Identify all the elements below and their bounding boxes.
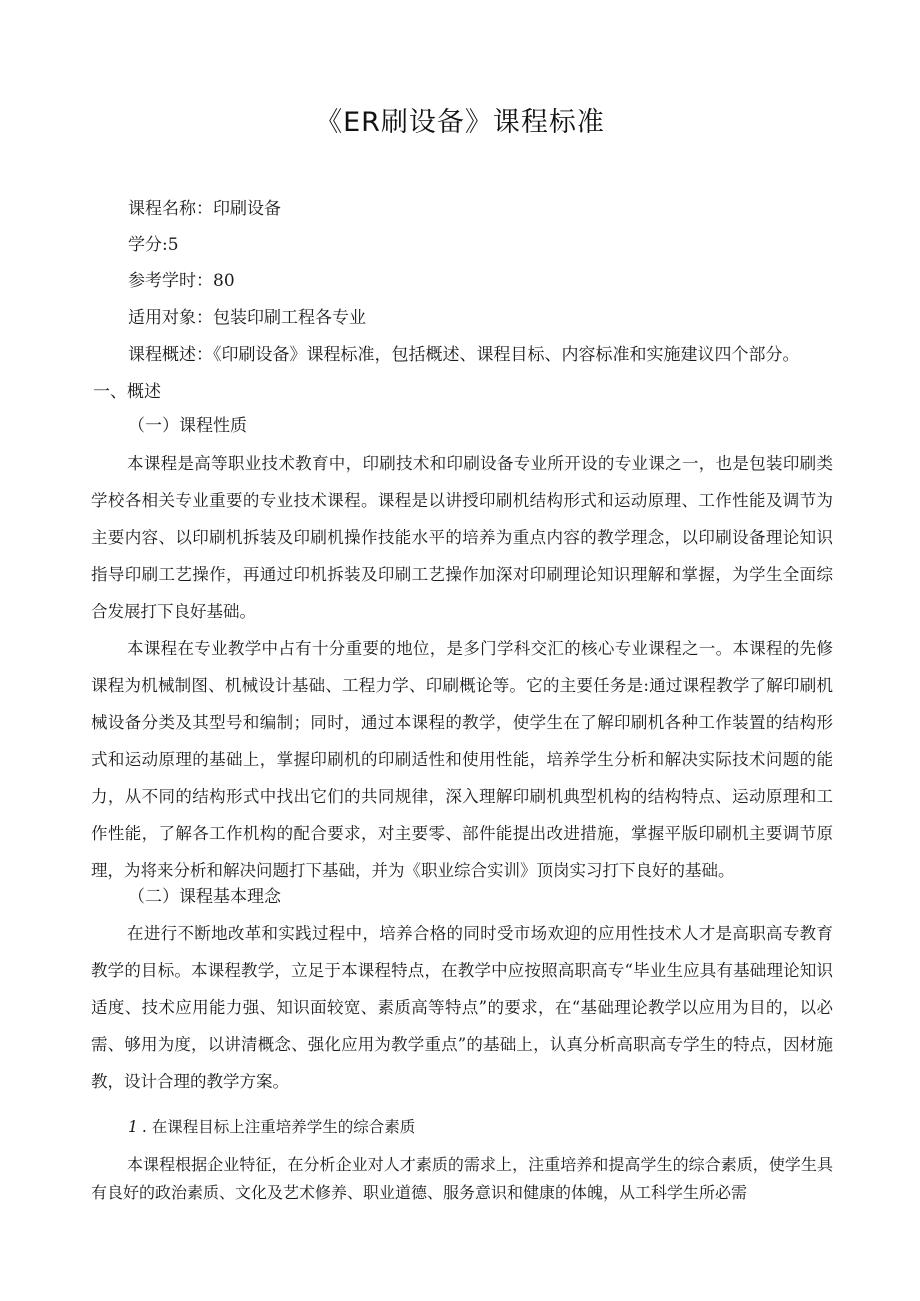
subsection-heading-nature: （一）课程性质 <box>128 416 247 436</box>
item-number: 1 <box>128 1118 138 1136</box>
paragraph-philosophy-2: 本课程根据企业特征，在分析企业对人才素质的需求上，注重培养和提高学生的综合素质，使学生具有良好的政治素质、文化及艺术修养、职业道德、服务意识和健康的体魄，从工科学生所必需 <box>91 1155 833 1202</box>
document-title: 《ER刷设备》课程标准 <box>315 107 605 138</box>
paragraph-philosophy-1: 在进行不断地改革和实践过程中，培养合格的同时受市场欢迎的应用性技术人才是高职高专教育教学的目标。本课程教学，立足于本课程特点，在教学中应按照高职高专“毕业生应具有基础理论知识适度、技术应用能力强、知识面较宽、素质高等特点”的要求，在“基础理论教学以应用为目的，以必需、够用为度，以讲清概念、强化应用为教学重点”的基础上，认真分析高职高专学生的特点，因材施教，设计合理的教学方案。 <box>91 924 833 1091</box>
overview-line: 课程概述：《印刷设备》课程标准，包括概述、课程目标、内容标准和实施建议四个部分。 <box>128 345 800 365</box>
paragraph-nature-2: 本课程在专业教学中占有十分重要的地位，是多门学科交汇的核心专业课程之一。本课程的先修课程为机械制图、机械设计基础、工程力学、印刷概论等。它的主要任务是:通过课程教学了解印刷机械设备分类及其型号和编制；同时，通过本课程的教学，使学生在了解印刷机各种工作装置的结构形式和运动原理的基础上，掌握印刷机的印刷适性和使用性能，培养学生分析和解决实际技术问题的能力，从不同的结构形式中找出它们的共同规律，深入理解印刷机典型机构的结构特点、运动原理和工作性能，了解各工作机构的配合要求，对主要零、部件能提出改进措施，掌握平版印刷机主要调节原理，为将来分析和解决问题打下基础，并为《职业综合实训》顶岗实习打下良好的基础。 <box>91 639 833 880</box>
item-text: . 在课程目标上注重培养学生的综合素质 <box>141 1118 416 1136</box>
credits-line: 学分:5 <box>128 235 179 255</box>
paragraph-nature-1: 本课程是高等职业技术教育中，印刷技术和印刷设备专业所开设的专业课之一，也是包装印刷类学校各相关专业重要的专业技术课程。课程是以讲授印刷机结构形式和运动原理、工作性能及调节为主要内容、以印刷机拆装及印刷机操作技能水平的培养为重点内容的教学理念，以印刷设备理论知识指导印刷工艺操作，再通过印机拆装及印刷工艺操作加深对印刷理论知识理解和掌握，为学生全面综合发展打下良好基础。 <box>91 454 833 621</box>
section-heading-overview: 一、概述 <box>93 382 161 402</box>
course-name-line: 课程名称：印刷设备 <box>128 199 281 219</box>
numbered-item-1 <box>128 1116 415 1138</box>
hours-line: 参考学时：80 <box>128 271 235 291</box>
audience-line: 适用对象：包装印刷工程各专业 <box>128 308 366 328</box>
subsection-heading-philosophy: （二）课程基本理念 <box>128 887 281 907</box>
